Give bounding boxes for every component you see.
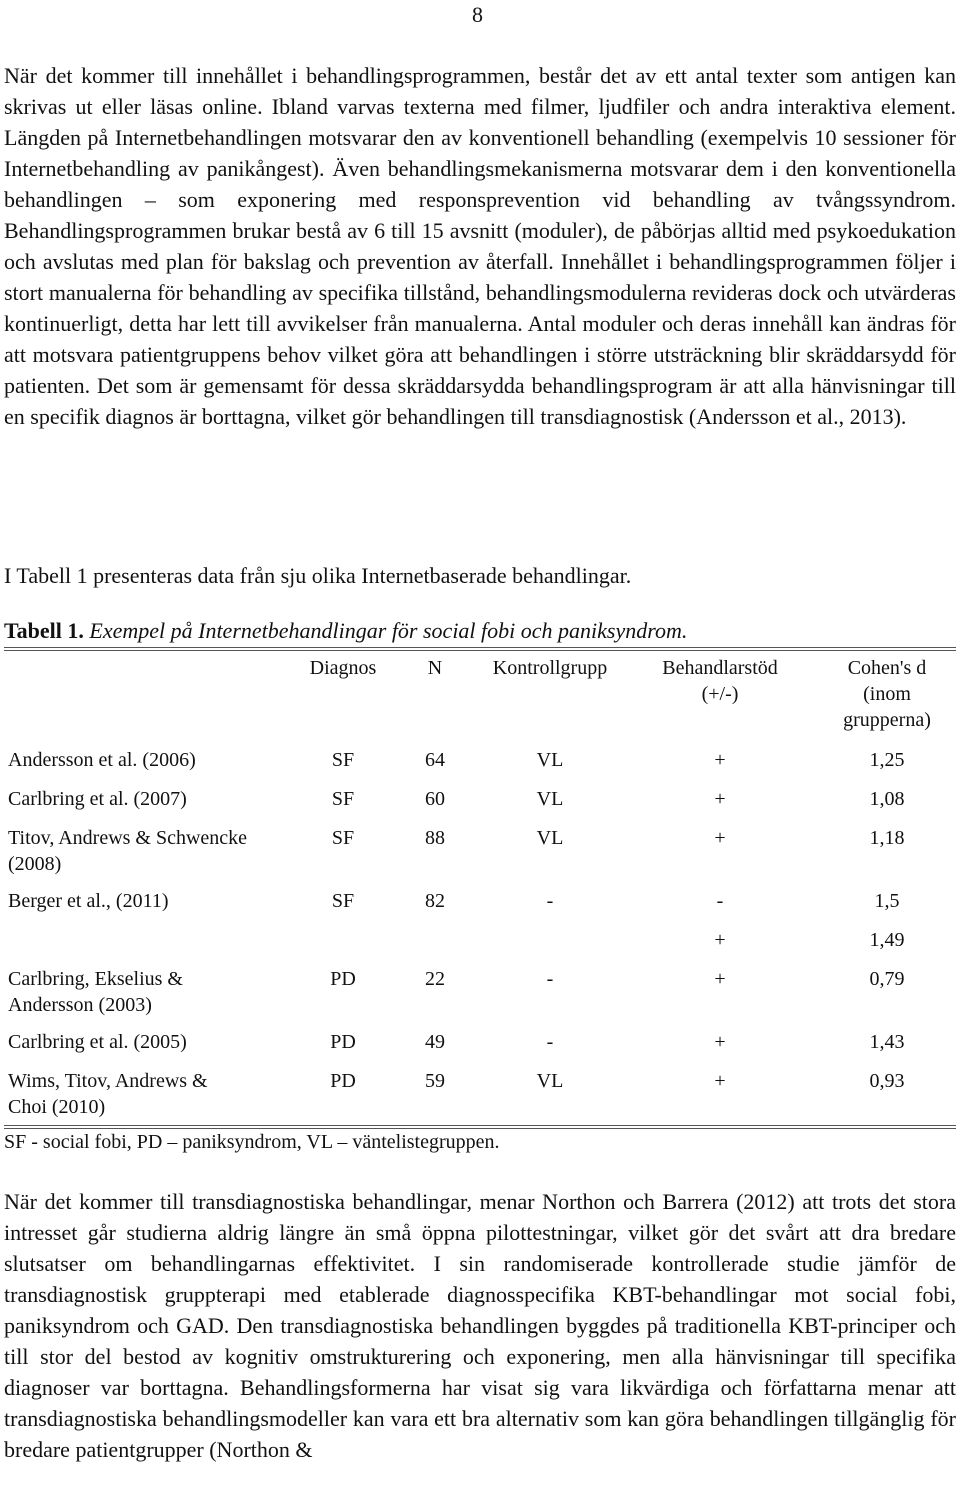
- table-cell-kontrollgrupp: VL: [536, 1070, 564, 1092]
- header-cohens-d-line1: Cohen's d: [847, 657, 927, 679]
- table-cell-behandlarstod: +: [714, 827, 726, 849]
- table-cell-diagnos: SF: [331, 890, 355, 912]
- table-row-study: [8, 1068, 298, 1120]
- table-caption: [4, 615, 956, 646]
- table-row-study: [8, 786, 298, 812]
- table-cell-diagnos: SF: [331, 827, 355, 849]
- table-row-study: [8, 888, 298, 914]
- table-cell-diagnos: PD: [330, 1031, 356, 1053]
- table-cell-behandlarstod: +: [714, 749, 726, 771]
- page-number: 8: [472, 2, 483, 27]
- table-cell-n: 49: [425, 1031, 445, 1053]
- body-paragraph-1: När det kommer till innehållet i behandlingsprogrammen, består det av ett antal texter som antigen kan skrivas ut eller läsas online. Ibland varvas texterna med filmer, ljudfiler och andra interaktiva element. Längden på Internetbehandlingen motsvarar den av konventionell behandling (exempelvis 10 sessioner för Internetbehandling av panikångest). Även behandlingsmekanismerna motsvarar dem i den konventionella behandlingen – som exponering med responsprevention vid behandling av tvångssyndrom. Behandlingsprogrammen brukar bestå av 6 till 15 avsnitt (moduler), de påbörjas alltid med psykoedukation och avslutas med plan för bakslag och prevention av återfall. Innehållet i behandlingsprogrammen följer i stort manualerna för behandling av specifika tillstånd, behandlingsmodulerna revideras dock och utvärderas kontinuerligt, detta har lett till avvikelser från manualerna. Antal moduler och deras innehåll kan ändras för att motsvara patientgruppens behov vilket göra att behandlingen i större utsträckning blir skräddarsydd för patienten. Det som är gemensamt för dessa skräddarsydda behandlingsprogram är att alla hänvisningar till en specifik diagnos är borttagna, vilket gör behandlingen till transdiagnostisk (Andersson et al., 2013).: [4, 63, 956, 429]
- study-line1: Andersson et al. (2006): [8, 749, 196, 771]
- header-cohens-d-line2: (inom: [863, 683, 911, 705]
- table-row-study: [8, 1029, 298, 1055]
- study-line1: Carlbring, Ekselius &: [8, 968, 183, 990]
- study-line2: (2008): [8, 853, 62, 875]
- header-behandlarstod-line1: Behandlarstöd: [662, 657, 778, 679]
- table-cell-kontrollgrupp: -: [546, 968, 554, 990]
- table-cell-cohens-d: 1,25: [869, 749, 905, 771]
- table-cell-cohens-d: 1,43: [869, 1031, 905, 1053]
- table-row-study: [8, 747, 298, 773]
- table-cell-cohens-d: 1,18: [869, 827, 905, 849]
- table-cell-behandlarstod: -: [716, 890, 724, 912]
- table-cell-behandlarstod: +: [714, 1031, 726, 1053]
- table-cell-diagnos: SF: [331, 749, 355, 771]
- table-cell-n: 88: [425, 827, 445, 849]
- table-cell-cohens-d: 0,93: [869, 1070, 905, 1092]
- table-cell-n: 59: [425, 1070, 445, 1092]
- study-line1: Titov, Andrews & Schwencke: [8, 827, 248, 849]
- table-cell-diagnos: PD: [330, 1070, 356, 1092]
- header-diagnos: Diagnos: [309, 657, 377, 679]
- body-paragraph-3: När det kommer till transdiagnostiska behandlingar, menar Northon och Barrera (2012) att trots det stora intresset går studierna aldrig längre än små öppna pilottestningar, vilket gör det svårt att dra bredare slutsatser om behandlingarnas effektivitet. I sin randomiserade kontrollerade studie jämför de transdiagnostisk gruppterapi med etablerade diagnosspecifika KBT-behandlingar mot social fobi, paniksyndrom och GAD. Den transdiagnostiska behandlingen byggdes på traditionella KBT-principer och till stor del bestod av kognitiv omstrukturering och exponering, men alla hänvisningar till specifika diagnoser var borttagna. Behandlingsformerna har visat sig vara likvärdiga och författarna menar att transdiagnostiska behandlingsmodeller kan vara ett bra alternativ som kan göra behandlingen tillgänglig för bredare patientgrupper (Northon &: [4, 1189, 956, 1462]
- body-paragraph-2: I Tabell 1 presenteras data från sju olika Internetbaserade behandlingar.: [4, 563, 632, 588]
- table-cell-behandlarstod: +: [714, 968, 726, 990]
- study-line2: Andersson (2003): [8, 994, 152, 1016]
- table-cell-diagnos: PD: [330, 968, 356, 990]
- table-footnote: SF - social fobi, PD – paniksyndrom, VL – väntelistegruppen.: [4, 1131, 500, 1153]
- table-cell-kontrollgrupp: -: [546, 890, 554, 912]
- study-line1: Berger et al., (2011): [8, 890, 169, 912]
- study-line1: Carlbring et al. (2007): [8, 788, 187, 810]
- header-n: N: [427, 657, 443, 679]
- table-label: Tabell 1.: [4, 618, 84, 643]
- table-cell-cohens-d: 1,08: [869, 788, 905, 810]
- header-cohens-d: [812, 655, 960, 733]
- table-cell-kontrollgrupp: VL: [536, 788, 564, 810]
- table-cell-behandlarstod: +: [714, 788, 726, 810]
- table-cell-kontrollgrupp: VL: [536, 749, 564, 771]
- header-behandlarstod-line2: (+/-): [701, 683, 739, 705]
- table-cell-n: 64: [425, 749, 445, 771]
- table-top-rule: [4, 647, 956, 651]
- table-row-study: [8, 825, 298, 877]
- table-cell-n: 60: [425, 788, 445, 810]
- table-cell-cohens-d: 1,49: [869, 929, 905, 951]
- table-cell-behandlarstod: +: [714, 1070, 726, 1092]
- table-cell-kontrollgrupp: -: [546, 1031, 554, 1053]
- study-line1: Carlbring et al. (2005): [8, 1031, 187, 1053]
- table-cell-diagnos: SF: [331, 788, 355, 810]
- header-cohens-d-line3: grupperna): [843, 709, 931, 731]
- header-behandlarstod: [642, 655, 798, 707]
- table-cell-cohens-d: 0,79: [869, 968, 905, 990]
- table-cell-kontrollgrupp: VL: [536, 827, 564, 849]
- table-caption-text: Exempel på Internetbehandlingar för social fobi och paniksyndrom.: [89, 618, 688, 643]
- table-cell-n: 82: [425, 890, 445, 912]
- study-line1: Wims, Titov, Andrews &: [8, 1070, 208, 1092]
- header-kontrollgrupp: Kontrollgrupp: [492, 657, 608, 679]
- table-cell-n: 22: [425, 968, 445, 990]
- table-cell-behandlarstod: +: [714, 929, 726, 951]
- table-row-study: [8, 966, 298, 1018]
- study-line2: Choi (2010): [8, 1096, 106, 1118]
- table-cell-cohens-d: 1,5: [874, 890, 900, 912]
